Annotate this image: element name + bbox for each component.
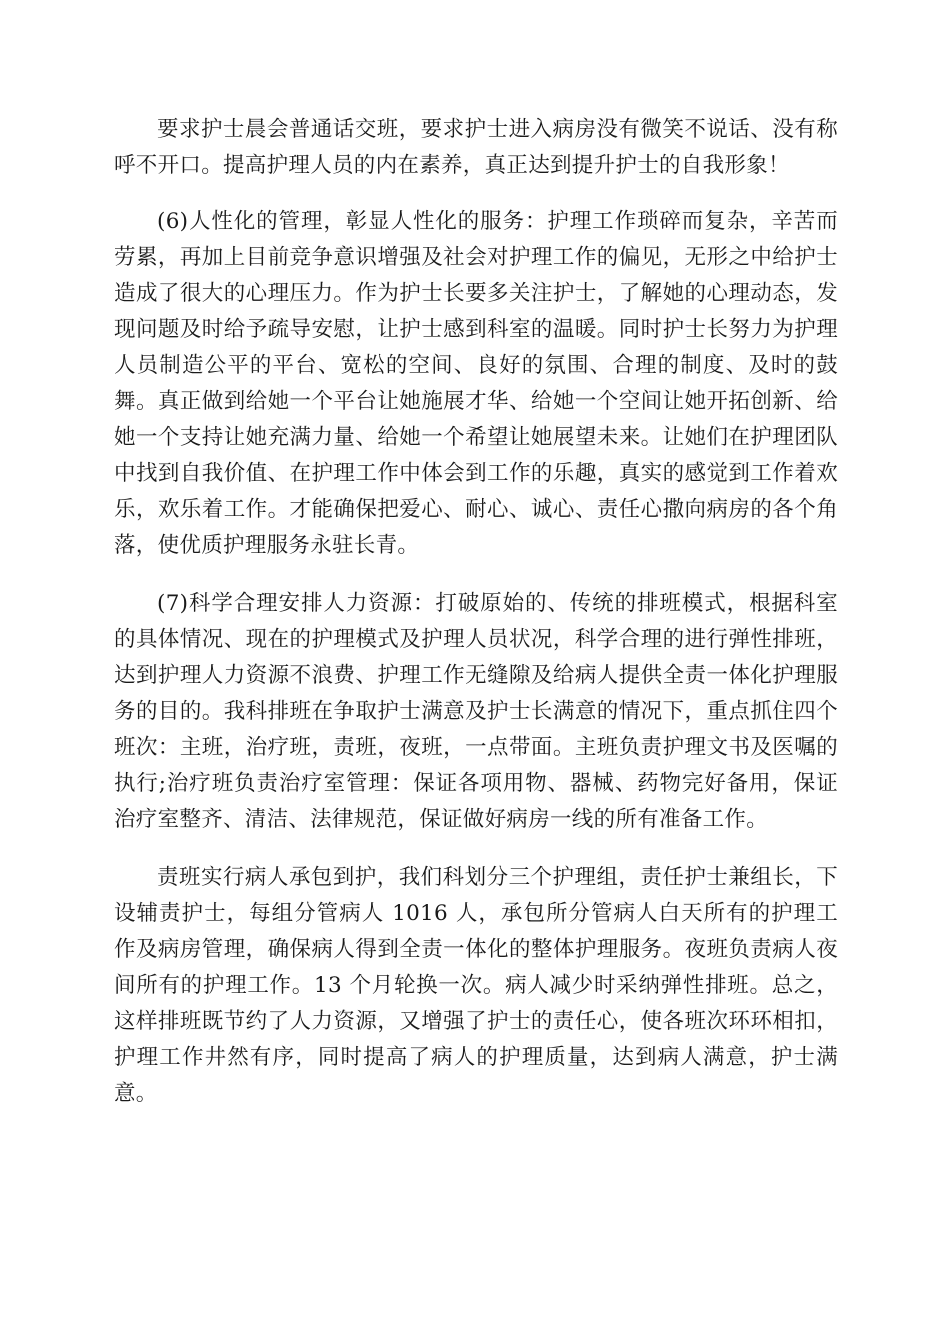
paragraph-human-resources: (7)科学合理安排人力资源：打破原始的、传统的排班模式，根据科室的具体情况、现在的护理模式及护理人员状况，科学合理的进行弹性排班，达到护理人力资源不浪费、护理工作无缝隙及给病人提供全责一体化护理服务的目的。我科排班在争取护士满意及护士长满意的情况下，重点抓住四个班次：主班，治疗班，责班，夜班，一点带面。主班负责护理文书及医嘱的执行;治疗班负责治疗室管理：保证各项用物、器械、药物完好备用，保证治疗室整齐、清洁、法律规范，保证做好病房一线的所有准备工作。 [114, 591, 838, 832]
document-body [114, 112, 838, 1112]
paragraph-intro: 要求护士晨会普通话交班，要求护士进入病房没有微笑不说话、没有称呼不开口。提高护理人员的内在素养，真正达到提升护士的自我形象！ [114, 117, 838, 178]
paragraph-humanized-management: (6)人性化的管理，彰显人性化的服务：护理工作琐碎而复杂，辛苦而劳累，再加上目前竞争意识增强及社会对护理工作的偏见，无形之中给护士造成了很大的心理压力。作为护士长要多关注护士，了解她的心理动态，发现问题及时给予疏导安慰，让护士感到科室的温暖。同时护士长努力为护理人员制造公平的平台、宽松的空间、良好的氛围、合理的制度、及时的鼓舞。真正做到给她一个平台让她施展才华、给她一个空间让她开拓创新、给她一个支持让她充满力量、给她一个希望让她展望未来。让她们在护理团队中找到自我价值、在护理工作中体会到工作的乐趣，真实的感觉到工作着欢乐，欢乐着工作。才能确保把爱心、耐心、诚心、责任心撒向病房的各个角落，使优质护理服务永驻长青。 [114, 209, 838, 558]
paragraph-shift-responsibility: 责班实行病人承包到护，我们科划分三个护理组，责任护士兼组长，下设辅责护士，每组分管病人 1016 人，承包所分管病人白天所有的护理工作及病房管理，确保病人得到全责一体化的整体护理服务。夜班负责病人夜间所有的护理工作。13 个月轮换一次。病人减少时采纳弹性排班。总之，这样排班既节约了人力资源，又增强了护士的责任心，使各班次环环相扣，护理工作井然有序，同时提高了病人的护理质量，达到病人满意，护士满意。 [114, 865, 838, 1106]
